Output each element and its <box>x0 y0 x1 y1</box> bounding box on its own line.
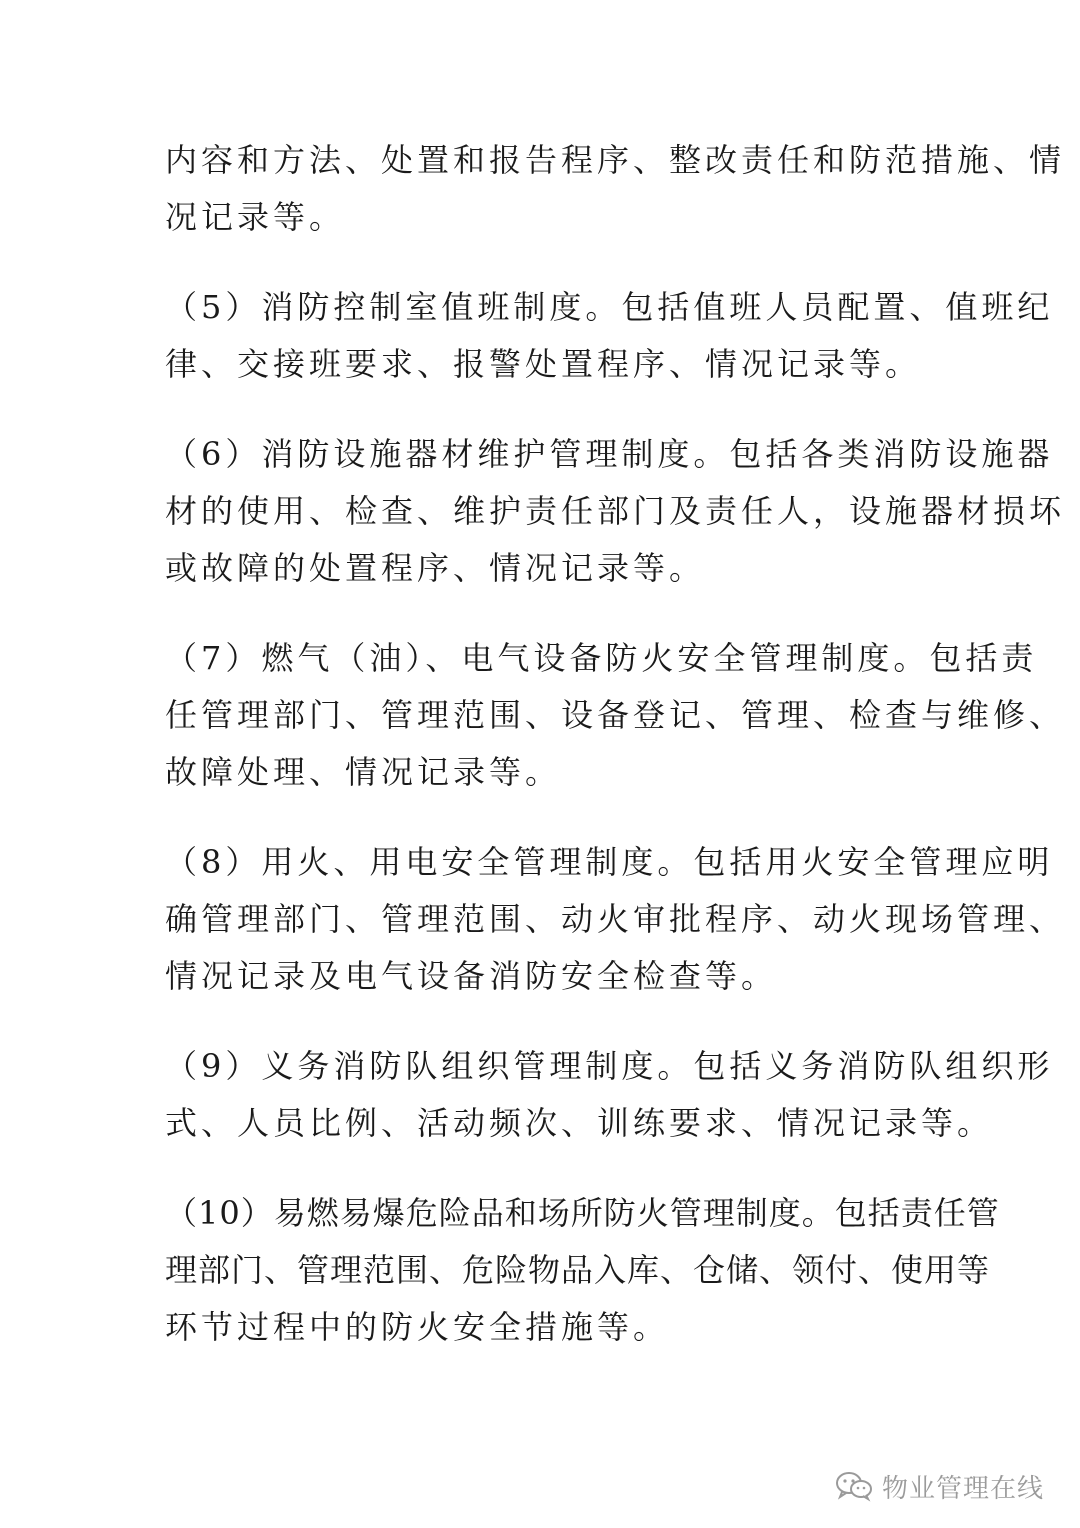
watermark-text: 物业管理在线 <box>881 1473 1044 1504</box>
text-line: 情况记录及电气设备消防安全检查等。 <box>165 957 778 995</box>
text-line: （9）义务消防队组织管理制度。包括义务消防队组织形 <box>165 1047 1054 1085</box>
text-line: 律、交接班要求、报警处置程序、情况记录等。 <box>165 345 922 383</box>
wechat-icon <box>834 1470 874 1502</box>
text-line: 式、人员比例、活动频次、训练要求、情况记录等。 <box>165 1104 994 1142</box>
text-line: 任管理部门、管理范围、设备登记、管理、检查与维修、 <box>165 696 1066 734</box>
text-line: 环节过程中的防火安全措施等。 <box>165 1308 670 1346</box>
text-line: 或故障的处置程序、情况记录等。 <box>165 549 706 587</box>
text-line: 材的使用、检查、维护责任部门及责任人，设施器材损坏 <box>165 492 1066 530</box>
text-line: （5）消防控制室值班制度。包括值班人员配置、值班纪 <box>165 288 1054 326</box>
text-line: 理部门、管理范围、危险物品入库、仓储、领付、使用等 <box>165 1251 991 1289</box>
text-line: （6）消防设施器材维护管理制度。包括各类消防设施器 <box>165 435 1054 473</box>
text-line: 确管理部门、管理范围、动火审批程序、动火现场管理、 <box>165 900 1066 938</box>
text-line: 况记录等。 <box>165 198 346 236</box>
text-line: （7）燃气（油）、电气设备防火安全管理制度。包括责 <box>165 639 1038 677</box>
watermark <box>834 1466 1044 1506</box>
text-line: 内容和方法、处置和报告程序、整改责任和防范措施、情 <box>165 141 1066 179</box>
text-line: （10）易燃易爆危险品和场所防火管理制度。包括责任管 <box>165 1194 1000 1232</box>
text-line: （8）用火、用电安全管理制度。包括用火安全管理应明 <box>165 843 1054 881</box>
text-line: 故障处理、情况记录等。 <box>165 753 562 791</box>
